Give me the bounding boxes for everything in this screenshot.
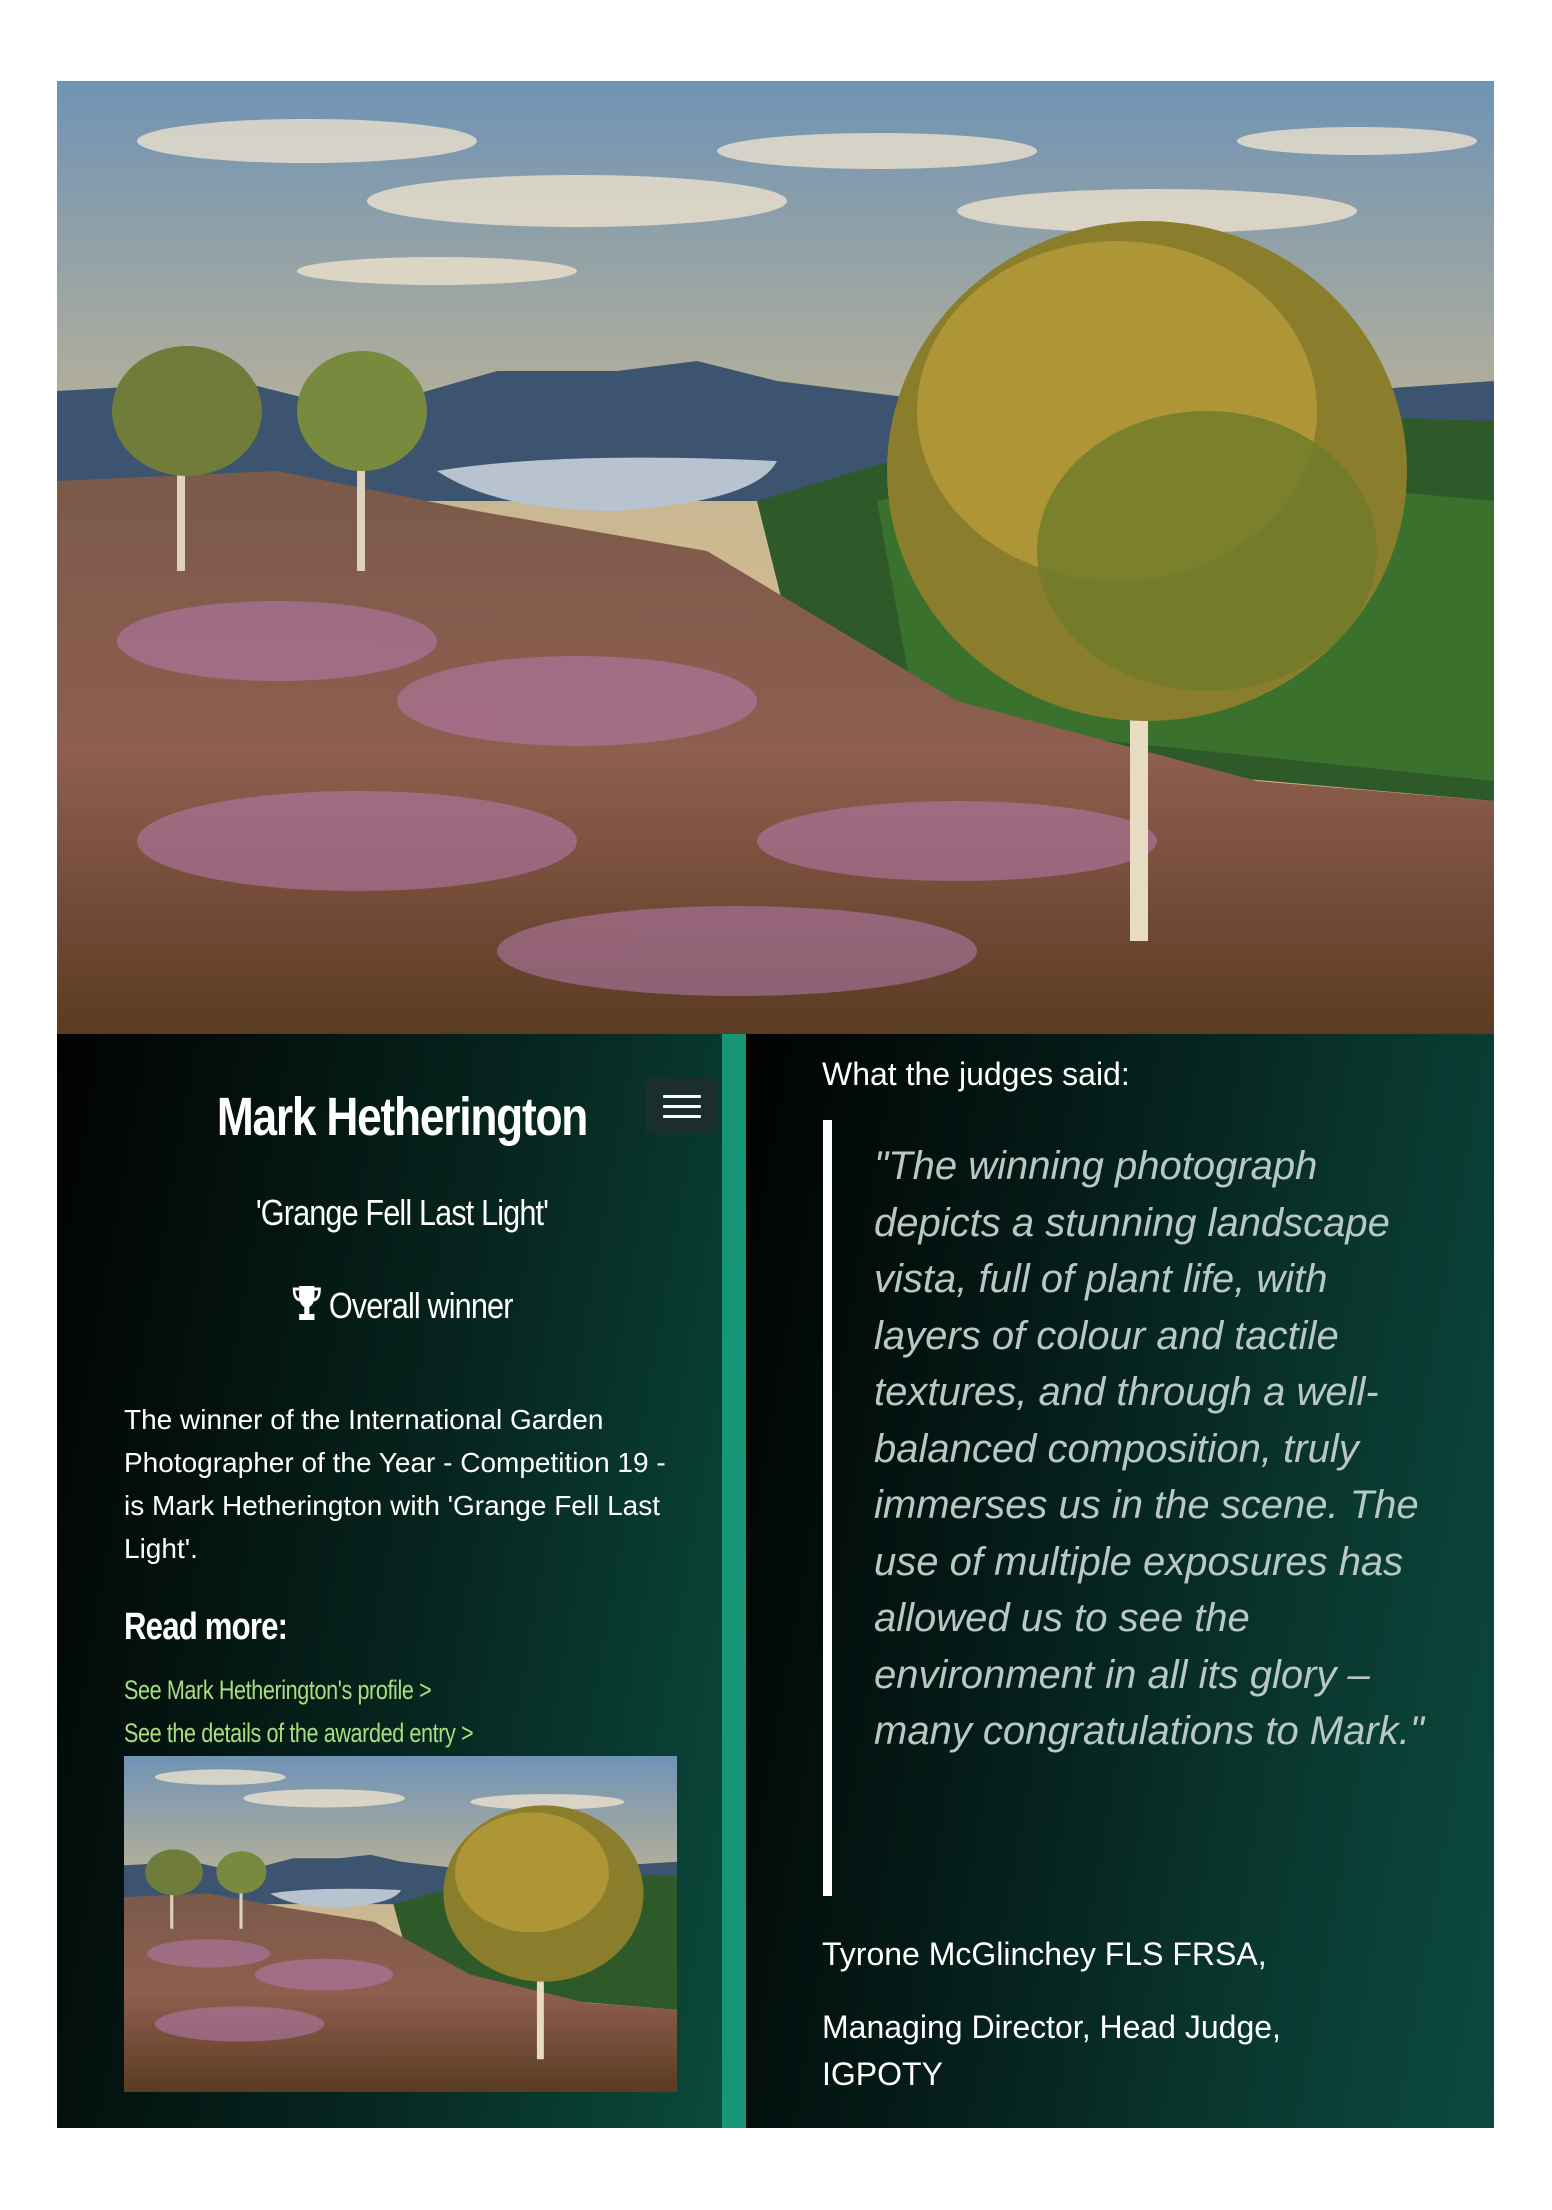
profile-link[interactable]: See Mark Hetherington's profile > bbox=[124, 1675, 432, 1705]
award-label bbox=[109, 1284, 696, 1327]
judges-quote: "The winning photograph depicts a stunning landscape vista, full of plant life, with layers of colour and tactile textures, and through a well-balanced composition, truly immerses us in the scene. The use of multiple exposures has allowed us to see the environment in all its glory – many congratulations to Mark." bbox=[874, 1144, 1424, 1753]
landscape-image bbox=[57, 81, 1494, 1034]
trophy-icon bbox=[291, 1284, 322, 1322]
entry-thumbnail[interactable] bbox=[124, 1756, 677, 2092]
photo-title: 'Grange Fell Last Light' bbox=[255, 1192, 549, 1233]
award-text: Overall winner bbox=[328, 1285, 513, 1326]
quote-bar bbox=[823, 1120, 832, 1896]
judges-panel bbox=[746, 1034, 1494, 2128]
winner-panel bbox=[57, 1034, 722, 2128]
judge-name: Tyrone McGlinchey FLS FRSA, bbox=[822, 1936, 1267, 1972]
hero-photo bbox=[57, 81, 1494, 1034]
entry-details-link[interactable]: See the details of the awarded entry > bbox=[124, 1718, 474, 1748]
read-more-heading: Read more: bbox=[124, 1606, 288, 1648]
judges-heading: What the judges said: bbox=[822, 1056, 1130, 1092]
judge-title: Managing Director, Head Judge, IGPOTY bbox=[822, 2009, 1281, 2092]
thumbnail-image bbox=[124, 1756, 677, 2092]
accent-divider bbox=[722, 1034, 746, 2128]
winner-name: Mark Hetherington bbox=[216, 1087, 588, 1147]
winner-intro-text: The winner of the International Garden Photographer of the Year - Competition 19 - is Mark Hetherington with 'Grange Fell Last Light'. bbox=[124, 1404, 666, 1564]
